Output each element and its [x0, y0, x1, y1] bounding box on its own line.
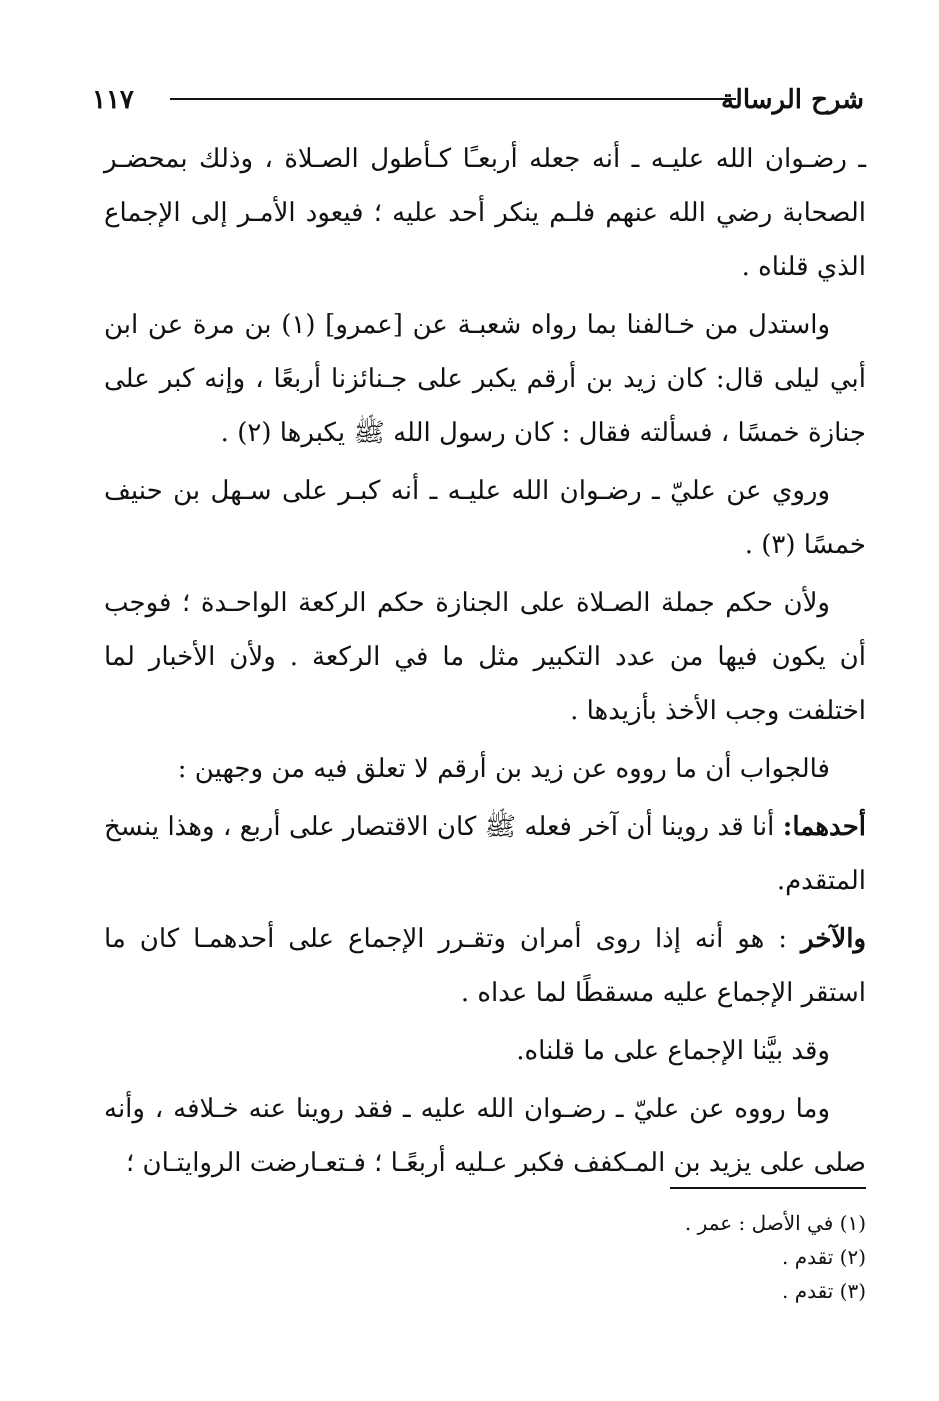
paragraph-9: [104, 1082, 866, 1190]
page-number: ١١٧: [92, 85, 134, 115]
paragraph-4: [104, 576, 866, 738]
paragraph-text: فالجواب أن ما رووه عن زيد بن أرقم لا تعلق فيه من وجهين :: [177, 754, 830, 784]
paragraph-text: : هو أنه إذا روى أمران وتقـرر الإجماع على أحدهمـا كان ما استقر الإجماع عليه مسقطًا لما عداه .: [104, 924, 866, 1008]
paragraph-7: [104, 912, 866, 1020]
paragraph-text: ولأن حكم جملة الصـلاة على الجنازة حكم الركعة الواحـدة ؛ فوجب أن يكون فيها من عدد التكبير مثل ما في الركعة . ولأن الأخبار لما اختلفت وجب الأخذ بأزيدها .: [104, 588, 866, 726]
running-header: [92, 78, 864, 122]
paragraph-text: وروي عن عليّ ـ رضـوان الله عليـه ـ أنه كبـر على سـهل بن حنيف خمسًا (٣) .: [104, 476, 866, 560]
paragraph-lead: أحدهما:: [782, 812, 866, 842]
paragraph-5: [104, 742, 866, 796]
paragraph-text: ـ رضـوان الله عليـه ـ أنه جعله أربعـًا كـأطول الصـلاة ، وذلك بمحضـر الصحابة رضي الله عنهم فلـم ينكر أحد عليه ؛ فيعود الأمـر إلى الإجماع الذي قلناه .: [104, 144, 866, 282]
footnote-2: (٢) تقدم .: [781, 1245, 866, 1269]
footnote-3: (٣) تقدم .: [781, 1279, 866, 1303]
footnotes: [366, 1206, 866, 1308]
paragraph-8: [104, 1024, 866, 1078]
book-title: شرح الرسالة: [720, 85, 864, 115]
paragraph-text: وما رووه عن عليّ ـ رضـوان الله عليه ـ فقد روينا عنه خـلافه ، وأنه صلى على يزيد بن المـكفف فكبر عـليه أربعًـا ؛ فـتعـارضت الروايتـان ؛: [104, 1094, 866, 1178]
footnote-rule: [670, 1187, 866, 1189]
paragraph-1: [104, 132, 866, 294]
paragraph-text: واستدل من خـالفنا بما رواه شعبـة عن [عمرو] (١) بن مرة عن ابن أبي ليلى قال: كان زيد بن أرقم يكبر على جـنائزنا أربعًا ، وإنه كبر على جنازة خمسًا ، فسألته فقال : كان رسول الله ﷺ يكبرها (٢) .: [104, 310, 866, 448]
paragraph-text: وقد بيَّنا الإجماع على ما قلناه.: [516, 1036, 830, 1066]
paragraph-2: [104, 298, 866, 460]
paragraph-text: أنا قد روينا أن آخر فعله ﷺ كان الاقتصار على أربع ، وهذا ينسخ المتقدم.: [104, 812, 866, 896]
paragraph-6: [104, 800, 866, 908]
main-text: [104, 132, 866, 1194]
header-rule: [170, 98, 736, 100]
paragraph-3: [104, 464, 866, 572]
paragraph-lead: والآخر: [800, 924, 866, 954]
footnote-1: (١) في الأصل : عمر .: [684, 1211, 866, 1235]
